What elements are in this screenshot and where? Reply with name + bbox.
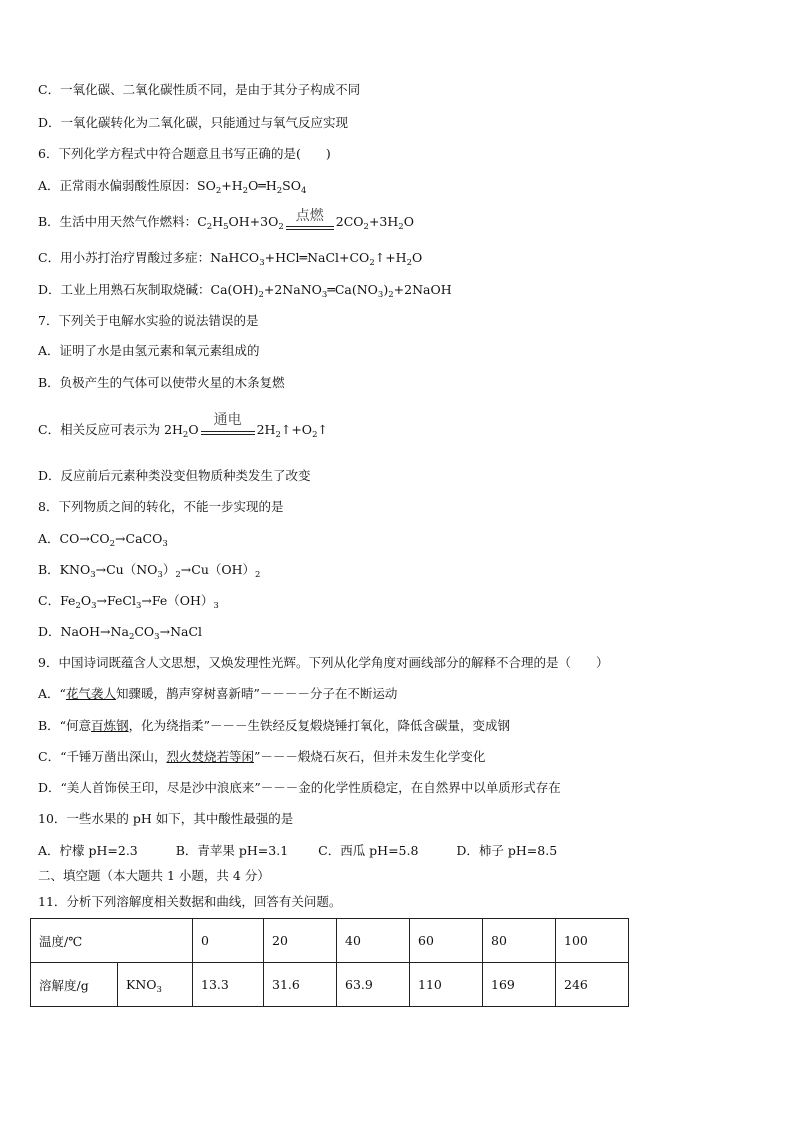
q6-option-d: D．工业上用熟石灰制取烧碱：$Ca(OH)_2+2NaNO_3═Ca(NO_3)_2+2NaOH$ — [38, 282, 452, 300]
q9-option-b: B．“何意百炼钢，化为绕指柔”－－－生铁经反复煅烧锤打氧化，降低含碳量，变成钢 — [38, 718, 510, 733]
q7-option-d: D．反应前后元素种类没变但物质种类发生了改变 — [38, 468, 311, 483]
table-cell: 31.6 — [264, 963, 337, 1007]
q5-option-c: C．一氧化碳、二氧化碳性质不同，是由于其分子构成不同 — [38, 82, 361, 97]
q8-stem: 8．下列物质之间的转化，不能一步实现的是 — [38, 499, 284, 514]
table-cell: 110 — [410, 963, 483, 1007]
q10-option-a: A．柠檬 pH=2.3 — [38, 843, 138, 858]
table-cell: 169 — [483, 963, 556, 1007]
q6-option-a: A．正常雨水偏弱酸性原因：$SO_2+H_2O═H_2SO_4$ — [38, 178, 307, 196]
q10-option-b: B．青苹果 pH=3.1 — [175, 843, 289, 858]
table-row — [31, 919, 629, 963]
q8-option-d: D．$NaOH\to Na_2CO_3\to NaCl$ — [38, 624, 203, 642]
q9-option-a: A．“花气袭人知骤暖，鹊声穿树喜新晴”－－－－分子在不断运动 — [38, 686, 398, 701]
equation: $NaHCO_3+HCl═NaCl+CO_2↑+H_2O$ — [210, 250, 423, 268]
reaction-condition: 通电 — [199, 422, 257, 438]
solubility-label-cell: 溶解度/g — [31, 963, 118, 1007]
equation-right: $2H_2↑+O_2↑$ — [256, 422, 328, 440]
q7-stem: 7．下列关于电解水实验的说法错误的是 — [38, 313, 259, 328]
q5-option-d: D．一氧化碳转化为二氧化碳，只能通过与氧气反应实现 — [38, 115, 349, 130]
equation-right: $2CO_2+3H_2O$ — [335, 214, 414, 232]
table-cell: 100 — [556, 919, 629, 963]
q7-option-c: C．相关反应可表示为 $2H_2O$ 通电 $2H_2↑+O_2↑$ — [38, 412, 328, 440]
reaction-condition: 点燃 — [284, 214, 336, 230]
table-cell: 0 — [193, 919, 264, 963]
q6-stem: 6．下列化学方程式中符合题意且书写正确的是( ) — [38, 146, 331, 161]
equation-left: $C_2H_5OH+3O_2$ — [197, 214, 284, 232]
q9-option-d: D．“美人首饰侯王印，尽是沙中浪底来”－－－金的化学性质稳定，在自然界中以单质形式存在 — [38, 780, 561, 795]
substance-cell: $KNO_3$ — [118, 963, 193, 1007]
q11-stem: 11．分析下列溶解度相关数据和曲线，回答有关问题。 — [38, 894, 342, 909]
table-cell: 13.3 — [193, 963, 264, 1007]
q9-stem: 9．中国诗词既蕴含人文思想，又焕发理性光辉。下列从化学角度对画线部分的解释不合理的是（ ） — [38, 655, 609, 670]
q10-options — [38, 843, 557, 859]
q10-stem: 10．一些水果的 pH 如下，其中酸性最强的是 — [38, 811, 294, 826]
q9-option-c: C．“千锤万凿出深山，烈火焚烧若等闲”－－－煅烧石灰石，但并未发生化学变化 — [38, 749, 486, 764]
q7-option-b: B．负极产生的气体可以使带火星的木条复燃 — [38, 375, 285, 390]
q6-option-b: B．生活中用天然气作燃料：$C_2H_5OH+3O_2$ 点燃 $2CO_2+3H_2O$ — [38, 208, 414, 232]
table-cell: 80 — [483, 919, 556, 963]
q8-option-c: C．$Fe_2O_3\to FeCl_3\to Fe(OH)_3$ — [38, 593, 219, 611]
solubility-table — [30, 918, 629, 1007]
q10-option-c: C．西瓜 pH=5.8 — [318, 843, 419, 858]
table-cell: 246 — [556, 963, 629, 1007]
q7-option-a: A．证明了水是由氢元素和氧元素组成的 — [38, 343, 260, 358]
table-row — [31, 963, 629, 1007]
table-cell: 60 — [410, 919, 483, 963]
q8-option-b: B．$KNO_3\to Cu(NO_3)_2\to Cu(OH)_2$ — [38, 562, 261, 580]
q10-option-d: D．柿子 pH=8.5 — [456, 843, 558, 858]
section-heading: 二、填空题（本大题共 1 小题，共 4 分） — [38, 868, 270, 883]
temp-label-cell: 温度/℃ — [31, 919, 193, 963]
q6-option-c: C．用小苏打治疗胃酸过多症：$NaHCO_3+HCl═NaCl+CO_2↑+H_2O$ — [38, 250, 423, 268]
table-cell: 63.9 — [337, 963, 410, 1007]
q8-option-a: A．$CO\to CO_2\to CaCO_3$ — [38, 531, 168, 549]
equation: $Ca(OH)_2+2NaNO_3═Ca(NO_3)_2+2NaOH$ — [210, 282, 452, 300]
table-cell: 20 — [264, 919, 337, 963]
table-cell: 40 — [337, 919, 410, 963]
equation: $SO_2+H_2O═H_2SO_4$ — [197, 178, 307, 196]
equation-left: $2H_2O$ — [164, 422, 199, 440]
